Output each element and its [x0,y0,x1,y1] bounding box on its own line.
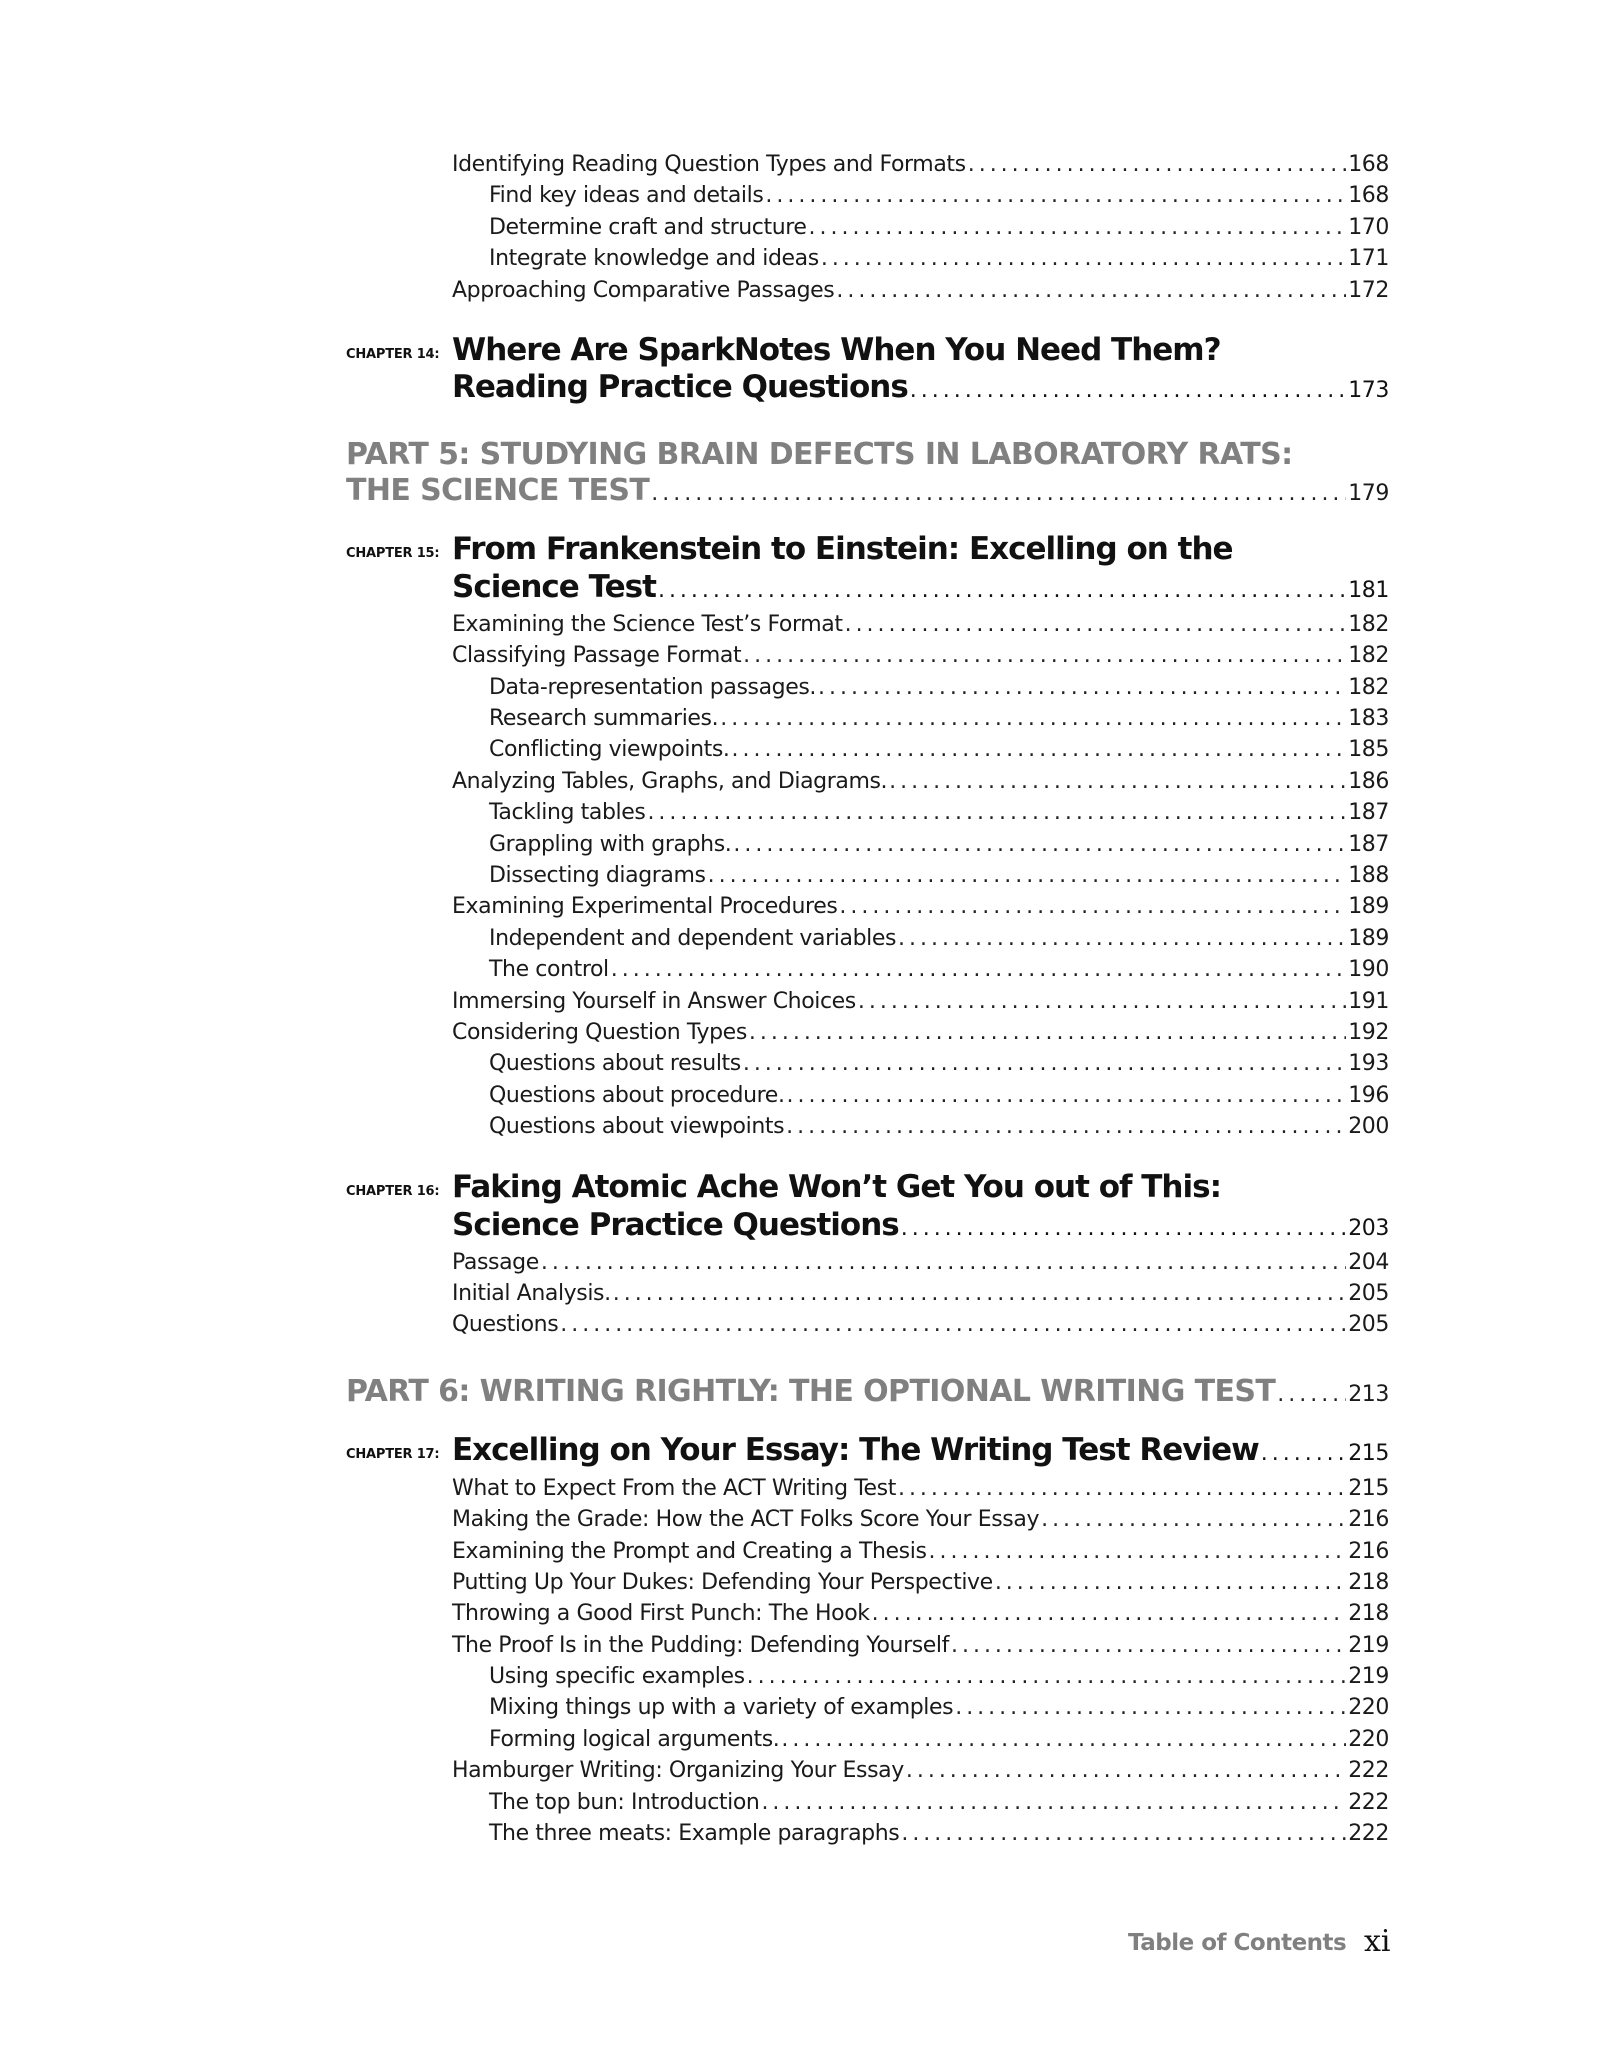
part-5-title-line1[interactable]: PART 5: STUDYING BRAIN DEFECTS IN LABORATORY RATS: [346,437,1293,472]
toc-entry[interactable] [489,1693,1389,1723]
toc-entry[interactable] [452,1631,1389,1661]
toc-entry[interactable] [452,1279,1389,1309]
entry-page: 168 [1348,183,1389,208]
leader-dots [733,830,1346,860]
chapter-15-label: CHAPTER 15: [346,546,440,561]
entry-title: Initial Analysis. [452,1281,611,1306]
chapter-title-text: Science Practice Questions [452,1207,899,1243]
leader-dots [1041,1505,1346,1535]
entry-page: 185 [1348,737,1389,762]
toc-entry[interactable] [489,213,1389,243]
chapter-title-text: Science Test [452,569,656,605]
chapter-17-title[interactable] [452,1431,1389,1473]
leader-dots [749,1018,1346,1048]
toc-entry[interactable] [489,830,1389,860]
entry-title: Hamburger Writing: Organizing Your Essay [452,1758,904,1783]
part-title-text: PART 6: WRITING RIGHTLY: THE OPTIONAL WRITING TEST [346,1374,1276,1409]
entry-title: Putting Up Your Dukes: Defending Your Perspective [452,1570,993,1595]
entry-page: 218 [1348,1570,1389,1595]
toc-entry[interactable] [489,924,1389,954]
entry-title: Tackling tables [489,800,646,825]
entry-title: Integrate knowledge and ideas [489,246,819,271]
entry-title: Grappling with graphs. [489,832,732,857]
leader-dots [613,1279,1346,1309]
entry-page: 216 [1348,1539,1389,1564]
entry-title: Using specific examples [489,1664,745,1689]
leader-dots [647,798,1346,828]
leader-dots [541,1248,1346,1278]
toc-entry[interactable] [452,150,1389,180]
entry-page: 190 [1348,957,1389,982]
entry-page: 186 [1348,769,1389,794]
leader-dots [821,244,1346,274]
entry-page: 205 [1348,1281,1389,1306]
part-page: 213 [1348,1382,1389,1407]
leader-dots [560,1310,1346,1340]
footer-page-number: xi [1364,1924,1391,1959]
leader-dots [836,276,1346,306]
leader-dots [898,924,1346,954]
entry-page: 218 [1348,1601,1389,1626]
toc-entry[interactable] [489,955,1389,985]
toc-entry[interactable] [452,987,1389,1017]
entry-title: Analyzing Tables, Graphs, and Diagrams. [452,769,888,794]
entry-page: 191 [1348,989,1389,1014]
leader-dots [910,372,1346,410]
part-6-title[interactable] [346,1373,1389,1414]
entry-page: 200 [1348,1114,1389,1139]
leader-dots [765,181,1346,211]
entry-page: 192 [1348,1020,1389,1045]
chapter-title-text: Reading Practice Questions [452,369,908,405]
toc-entry[interactable] [489,181,1389,211]
entry-title: Passage [452,1250,539,1275]
entry-page: 196 [1348,1083,1389,1108]
entry-title: Approaching Comparative Passages [452,278,835,303]
leader-dots [872,1599,1347,1629]
entry-page: 189 [1348,894,1389,919]
leader-dots [818,673,1346,703]
leader-dots [845,610,1347,640]
leader-dots [658,572,1346,610]
toc-entry[interactable] [452,1505,1389,1535]
leader-dots [968,150,1346,180]
entry-title: Immersing Yourself in Answer Choices [452,989,856,1014]
toc-entry[interactable] [489,244,1389,274]
part-page: 179 [1348,481,1389,506]
entry-title: Mixing things up with a variety of examples [489,1695,954,1720]
toc-entry[interactable] [489,704,1389,734]
entry-page: 222 [1348,1821,1389,1846]
entry-title: Examining Experimental Procedures [452,894,838,919]
entry-page: 205 [1348,1312,1389,1337]
entry-title: The top bun: Introduction [489,1790,760,1815]
toc-entry[interactable] [452,276,1389,306]
toc-entry[interactable] [452,1568,1389,1598]
entry-title: Determine craft and structure [489,215,807,240]
entry-page: 187 [1348,800,1389,825]
entry-page: 188 [1348,863,1389,888]
entry-title: Conflicting viewpoints. [489,737,730,762]
entry-page: 182 [1348,612,1389,637]
leader-dots [720,704,1346,734]
chapter-14-title-line2[interactable] [452,368,1389,410]
leader-dots [955,1693,1346,1723]
entry-page: 182 [1348,643,1389,668]
footer-section-label: Table of Contents [1128,1930,1347,1956]
toc-entry[interactable] [452,610,1389,640]
leader-dots [747,1662,1347,1692]
leader-dots [781,1725,1346,1755]
entry-page: 222 [1348,1758,1389,1783]
part-title-text: THE SCIENCE TEST [346,473,650,508]
entry-title: Questions about procedure. [489,1083,785,1108]
toc-entry[interactable] [489,1819,1389,1849]
toc-entry[interactable] [489,1662,1389,1692]
toc-entry[interactable] [452,1310,1389,1340]
toc-entry[interactable] [489,735,1389,765]
toc-entry[interactable] [489,1788,1389,1818]
entry-page: 187 [1348,832,1389,857]
entry-title: Classifying Passage Format [452,643,742,668]
toc-entry[interactable] [452,892,1389,922]
chapter-16-title-line2[interactable] [452,1206,1389,1248]
entry-page: 183 [1348,706,1389,731]
entry-page: 182 [1348,675,1389,700]
chapter-15-title-line1[interactable]: From Frankenstein to Einstein: Excelling on the [452,531,1233,567]
entry-page: 193 [1348,1051,1389,1076]
toc-entry[interactable] [489,798,1389,828]
entry-title: Throwing a Good First Punch: The Hook [452,1601,870,1626]
toc-entry[interactable] [489,1725,1389,1755]
leader-dots [708,861,1347,891]
leader-dots [743,641,1346,671]
leader-dots [786,1112,1346,1142]
entry-page: 222 [1348,1790,1389,1815]
leader-dots [651,475,1346,513]
toc-entry[interactable] [489,1081,1389,1111]
chapter-page: 203 [1348,1216,1389,1241]
chapter-14-title-line1[interactable]: Where Are SparkNotes When You Need Them? [452,332,1221,368]
toc-entry[interactable] [489,1112,1389,1142]
chapter-page: 215 [1348,1441,1389,1466]
entry-title: Dissecting diagrams [489,863,706,888]
toc-entry[interactable] [489,861,1389,891]
chapter-16-label: CHAPTER 16: [346,1184,440,1199]
entry-page: 189 [1348,926,1389,951]
entry-title: The Proof Is in the Pudding: Defending Yourself [452,1633,949,1658]
entry-title: Examining the Science Test’s Format [452,612,843,637]
chapter-16-title-line1[interactable]: Faking Atomic Ache Won’t Get You out of This: [452,1169,1221,1205]
entry-page: 219 [1348,1633,1389,1658]
leader-dots [1277,1376,1346,1414]
entry-title: Forming logical arguments. [489,1727,780,1752]
leader-dots [611,955,1346,985]
chapter-17-label: CHAPTER 17: [346,1447,440,1462]
entry-title: The three meats: Example paragraphs [489,1821,900,1846]
leader-dots [906,1756,1346,1786]
chapter-15-title-line2[interactable] [452,568,1389,610]
chapter-page: 181 [1348,578,1389,603]
leader-dots [889,767,1346,797]
entry-title: Find key ideas and details [489,183,764,208]
leader-dots [809,213,1347,243]
leader-dots [743,1049,1346,1079]
entry-title: Considering Question Types [452,1020,747,1045]
toc-entry[interactable] [452,767,1389,797]
leader-dots [898,1474,1346,1504]
toc-entry[interactable] [452,641,1389,671]
entry-page: 171 [1348,246,1389,271]
entry-title: The control [489,957,609,982]
chapter-14-label: CHAPTER 14: [346,347,440,362]
leader-dots [839,892,1346,922]
entry-page: 220 [1348,1695,1389,1720]
toc-entry[interactable] [489,673,1389,703]
leader-dots [995,1568,1346,1598]
entry-page: 215 [1348,1476,1389,1501]
leader-dots [732,735,1347,765]
toc-entry[interactable] [452,1018,1389,1048]
leader-dots [858,987,1346,1017]
entry-title: Independent and dependent variables [489,926,897,951]
chapter-title-text: Excelling on Your Essay: The Writing Test Review [452,1432,1259,1468]
entry-title: Identifying Reading Question Types and Formats [452,152,966,177]
toc-entry[interactable] [452,1599,1389,1629]
entry-title: Examining the Prompt and Creating a Thesis [452,1539,927,1564]
leader-dots [929,1537,1347,1567]
entry-title: Data-representation passages. [489,675,817,700]
entry-page: 220 [1348,1727,1389,1752]
toc-entry[interactable] [452,1474,1389,1504]
toc-entry[interactable] [452,1756,1389,1786]
leader-dots [1261,1435,1346,1473]
entry-title: What to Expect From the ACT Writing Test [452,1476,896,1501]
chapter-page: 173 [1348,378,1389,403]
toc-entry[interactable] [452,1248,1389,1278]
entry-page: 172 [1348,278,1389,303]
entry-page: 216 [1348,1507,1389,1532]
leader-dots [787,1081,1347,1111]
leader-dots [901,1819,1346,1849]
toc-entry[interactable] [489,1049,1389,1079]
entry-page: 168 [1348,152,1389,177]
leader-dots [901,1210,1346,1248]
entry-page: 219 [1348,1664,1389,1689]
entry-title: Making the Grade: How the ACT Folks Score Your Essay [452,1507,1040,1532]
entry-title: Questions about viewpoints [489,1114,785,1139]
entry-title: Questions [452,1312,559,1337]
entry-page: 170 [1348,215,1389,240]
leader-dots [761,1788,1346,1818]
part-5-title-line2[interactable] [346,472,1389,513]
entry-title: Questions about results [489,1051,741,1076]
toc-entry[interactable] [452,1537,1389,1567]
entry-page: 204 [1348,1250,1389,1275]
leader-dots [951,1631,1346,1661]
entry-title: Research summaries. [489,706,719,731]
